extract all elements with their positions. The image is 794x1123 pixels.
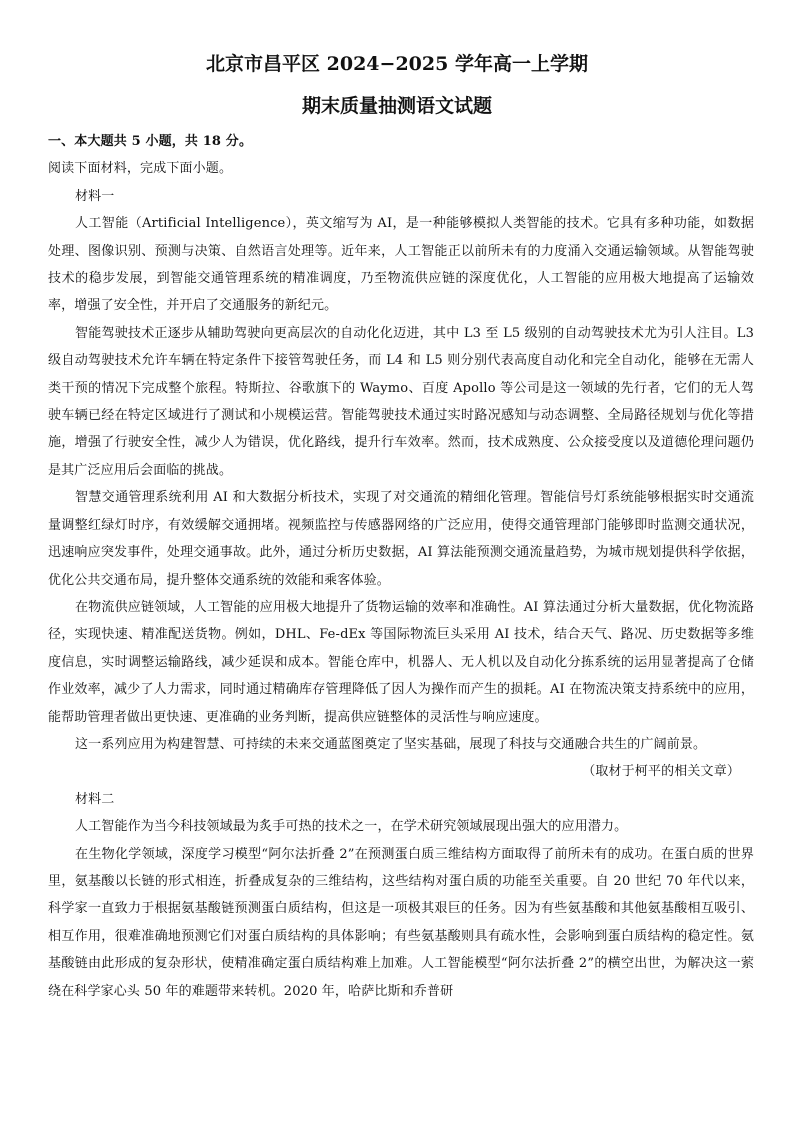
material1-label: 材料一: [75, 188, 115, 204]
section-heading: 一、本大题共 5 小题，共 18 分。: [48, 134, 253, 149]
material2-paragraph: 人工智能作为当今科技领域最为炙手可热的技术之一，在学术研究领域展现出强大的应用潜力。: [75, 819, 628, 835]
document-body: [48, 128, 754, 1005]
material2-paragraph: 在生物化学领域，深度学习模型“阿尔法折叠 2”在预测蛋白质三维结构方面取得了前所未有的成功。在蛋白质的世界里，氨基酸以长链的形式相连，折叠成复杂的三维结构，这些结构对蛋白质的功能至关重要。自 20 世纪 70 年代以来，科学家一直致力于根据氨基酸链预测蛋白质结构，但这是一项极其艰巨的任务。因为有些氨基酸和其他氨基酸相互吸引、相互作用，很难准确地预测它们对蛋白质结构的具体影响；有些氨基酸则具有疏水性，会影响到蛋白质结构的稳定性。氨基酸链由此形成的复杂形状，使精准确定蛋白质结构难上加难。人工智能模型“阿尔法折叠 2”的横空出世，为解决这一萦绕在科学家心头 50 年的难题带来转机。2020 年，哈萨比斯和乔普研: [48, 846, 754, 999]
material1-paragraph: 智慧交通管理系统利用 AI 和大数据分析技术，实现了对交通流的精细化管理。智能信号灯系统能够根据实时交通流量调整红绿灯时序，有效缓解交通拥堵。视频监控与传感器网络的广泛应用，使得交通管理部门能够即时监测交通状况，迅速响应突发事件，处理交通事故。此外，通过分析历史数据，AI 算法能预测交通流量趋势，为城市规划提供科学依据，优化公共交通布局，提升整体交通系统的效能和乘客体验。: [48, 490, 754, 588]
material1-paragraph: 这一系列应用为构建智慧、可持续的未来交通蓝图奠定了坚实基础，展现了科技与交通融合共生的广阔前景。: [75, 736, 707, 752]
document-title: 北京市昌平区 2024−2025 学年高一上学期: [206, 53, 588, 75]
material2-label: 材料二: [75, 791, 115, 807]
material1-paragraph: 在物流供应链领域，人工智能的应用极大地提升了货物运输的效率和准确性。AI 算法通过分析大量数据，优化物流路径，实现快速、精准配送货物。例如，DHL、Fe-dEx 等国际物流巨头采用 AI 技术，结合天气、路况、历史数据等多维度信息，实时调整运输路线，减少延误和成本。智能仓库中，机器人、无人机以及自动化分拣系统的运用显著提高了仓储作业效率，减少了人力需求，同时通过精确库存管理降低了因人为操作而产生的损耗。AI 在物流决策支持系统中的应用，能帮助管理者做出更快速、更准确的业务判断，提高供应链整体的灵活性与响应速度。: [48, 599, 754, 725]
material1-source: （取材于柯平的相关文章）: [582, 764, 740, 780]
material1-paragraph: 智能驾驶技术正逐步从辅助驾驶向更高层次的自动化化迈进，其中 L3 至 L5 级别的自动驾驶技术尤为引人注目。L3 级自动驾驶技术允许车辆在特定条件下接管驾驶任务，而 L4 和 L5 则分别代表高度自动化和完全自动化，能够在无需人类干预的情况下完成整个旅程。特斯拉、谷歌旗下的 Waymo、百度 Apollo 等公司是这一领域的先行者，它们的无人驾驶车辆已经在特定区域进行了测试和小规模运营。智能驾驶技术通过实时路况感知与动态调整、全局路径规划与优化等措施，增强了行驶安全性，减少人为错误，优化路线，提升行车效率。然而，技术成熟度、公众接受度以及道德伦理问题仍是其广泛应用后会面临的挑战。: [48, 325, 754, 478]
reading-instruction: 阅读下面材料，完成下面小题。: [48, 161, 233, 177]
document-subtitle: 期末质量抽测语文试题: [301, 95, 492, 117]
material1-paragraph: 人工智能（Artificial Intelligence），英文缩写为 AI，是一种能够模拟人类智能的技术。它具有多种功能，如数据处理、图像识别、预测与决策、自然语言处理等。近年来，人工智能正以前所未有的力度涌入交通运输领域。从智能驾驶技术的稳步发展，到智能交通管理系统的精准调度，乃至物流供应链的深度优化，人工智能的应用极大地提高了运输效率，增强了安全性，并开启了交通服务的新纪元。: [48, 216, 754, 314]
